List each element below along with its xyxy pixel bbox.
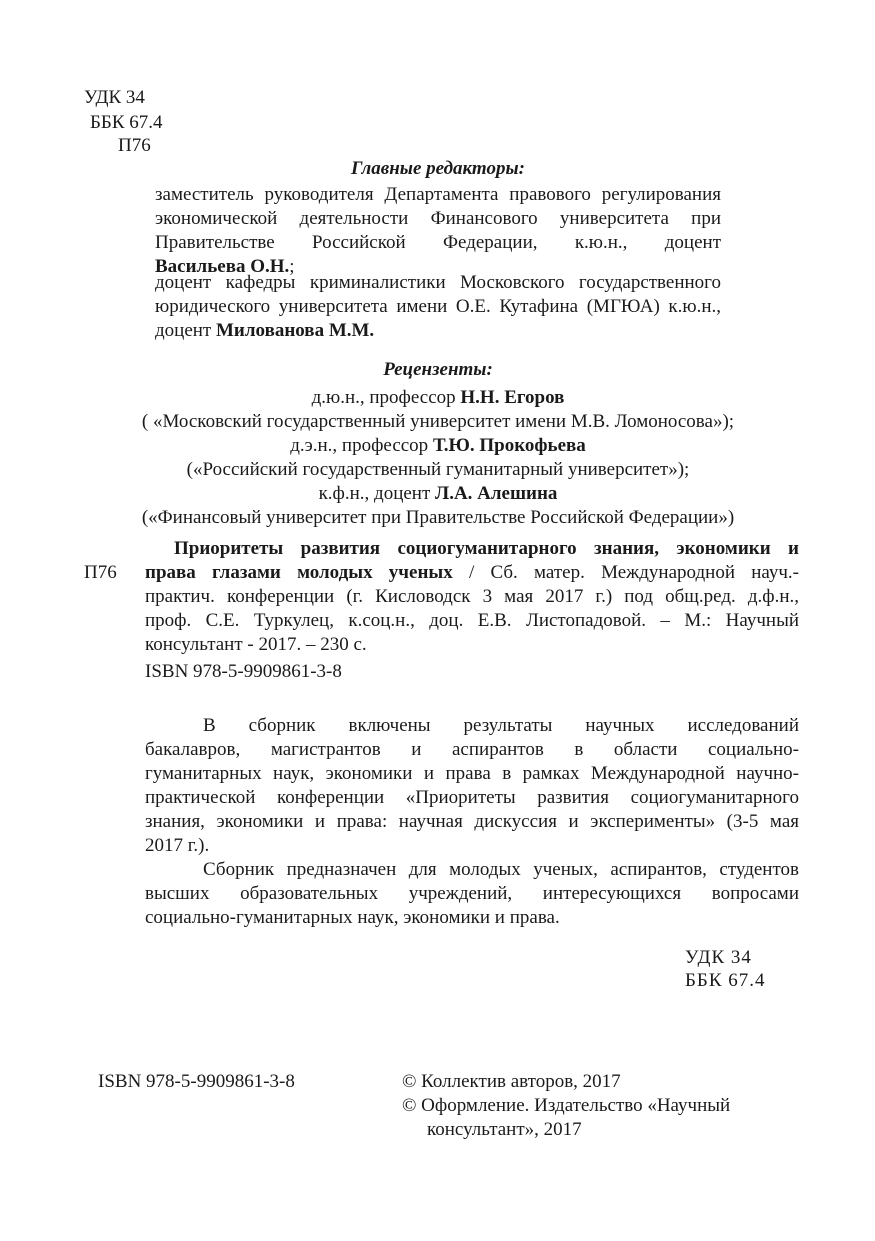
reviewer-3-org: («Финансовый университет при Правительстве Российской Федерации») bbox=[141, 507, 735, 528]
reviewer-3-title: к.ф.н., доцент bbox=[318, 483, 436, 504]
biblio-details: практич. конференции (г. Кисловодск 3 мая 2017 г.) под общ.ред. д.ф.н., bbox=[145, 586, 799, 607]
editor-1-suffix: ; bbox=[289, 256, 295, 277]
editor-2-line: доцент кафедры криминалистики Московского государственного bbox=[155, 272, 721, 293]
footer-isbn: ISBN 978-5-9909861-3-8 bbox=[98, 1071, 295, 1092]
biblio-details: проф. С.Е. Туркулец, к.соц.н., доц. Е.В. Листопадовой. – М.: Научный bbox=[145, 610, 799, 631]
author-mark-top: П76 bbox=[118, 135, 151, 156]
reviewer-2-name: Т.Ю. Прокофьева bbox=[432, 435, 586, 456]
reviewer-3-name: Л.А. Алешина bbox=[435, 483, 558, 504]
book-title-line: права глазами молодых ученых bbox=[145, 562, 453, 583]
reviewer-1-name: Н.Н. Егоров bbox=[460, 387, 565, 408]
editors-heading: Главные редакторы: bbox=[351, 158, 525, 179]
reviewer-2-org: («Российский государственный гуманитарный университет»); bbox=[186, 459, 690, 480]
reviewers-heading: Рецензенты: bbox=[383, 359, 493, 380]
book-title-line: Приоритеты развития социогуманитарного знания, экономики и bbox=[174, 538, 799, 559]
abstract-line: В сборник включены результаты научных исследований bbox=[203, 715, 799, 736]
abstract-line: высших образовательных учреждений, интересующихся вопросами bbox=[145, 883, 799, 904]
editor-1-name: Васильева О.Н. bbox=[155, 256, 290, 277]
bbk-bottom: ББК 67.4 bbox=[685, 970, 766, 991]
abstract-line: практической конференции «Приоритеты развития социогуманитарного bbox=[145, 787, 799, 808]
abstract-line: гуманитарных наук, экономики и права в рамках Международной научно- bbox=[145, 763, 799, 784]
editor-1 bbox=[155, 183, 721, 279]
copyright-design-cont: консультант», 2017 bbox=[427, 1119, 582, 1140]
editor-1-line: заместитель руководителя Департамента правового регулирования bbox=[155, 184, 721, 205]
biblio-details: / Сб. матер. Международной науч.- bbox=[452, 562, 799, 583]
bbk-top: ББК 67.4 bbox=[90, 112, 163, 133]
reviewer-2-title: д.э.н., профессор bbox=[290, 435, 433, 456]
udk-top: УДК 34 bbox=[84, 87, 145, 108]
author-mark: П76 bbox=[84, 562, 117, 583]
reviewers-list bbox=[100, 386, 776, 530]
editor-2-line: юридического университета имени О.Е. Кутафина (МГЮА) к.ю.н., bbox=[155, 296, 721, 317]
abstract bbox=[145, 714, 799, 930]
bibliographic-description bbox=[145, 537, 799, 657]
copyright-design: © Оформление. Издательство «Научный bbox=[402, 1095, 731, 1116]
udk-bottom: УДК 34 bbox=[685, 947, 752, 968]
reviewer-1-org: ( «Московский государственный университет имени М.В. Ломоносова»); bbox=[141, 411, 735, 432]
abstract-line: знания, экономики и права: научная дискуссия и эксперименты» (3-5 мая bbox=[145, 811, 799, 832]
abstract-line: социально-гуманитарных наук, экономики и права. bbox=[145, 907, 560, 928]
editor-2 bbox=[155, 271, 721, 343]
editor-2-prefix: доцент bbox=[155, 320, 216, 341]
abstract-line: Сборник предназначен для молодых ученых, аспирантов, студентов bbox=[203, 859, 799, 880]
editor-2-name: Милованова М.М. bbox=[216, 320, 375, 341]
biblio-details: консультант - 2017. – 230 с. bbox=[145, 634, 367, 655]
copyright-authors: © Коллектив авторов, 2017 bbox=[402, 1071, 621, 1092]
abstract-line: бакалавров, магистрантов и аспирантов в области социально- bbox=[145, 739, 799, 760]
reviewer-1-title: д.ю.н., профессор bbox=[311, 387, 461, 408]
editor-1-line: экономической деятельности Финансового университета при bbox=[155, 208, 721, 229]
isbn: ISBN 978-5-9909861-3-8 bbox=[145, 661, 342, 682]
editor-1-line: Правительстве Российской Федерации, к.ю.н., доцент bbox=[155, 232, 721, 253]
abstract-line: 2017 г.). bbox=[145, 835, 210, 856]
